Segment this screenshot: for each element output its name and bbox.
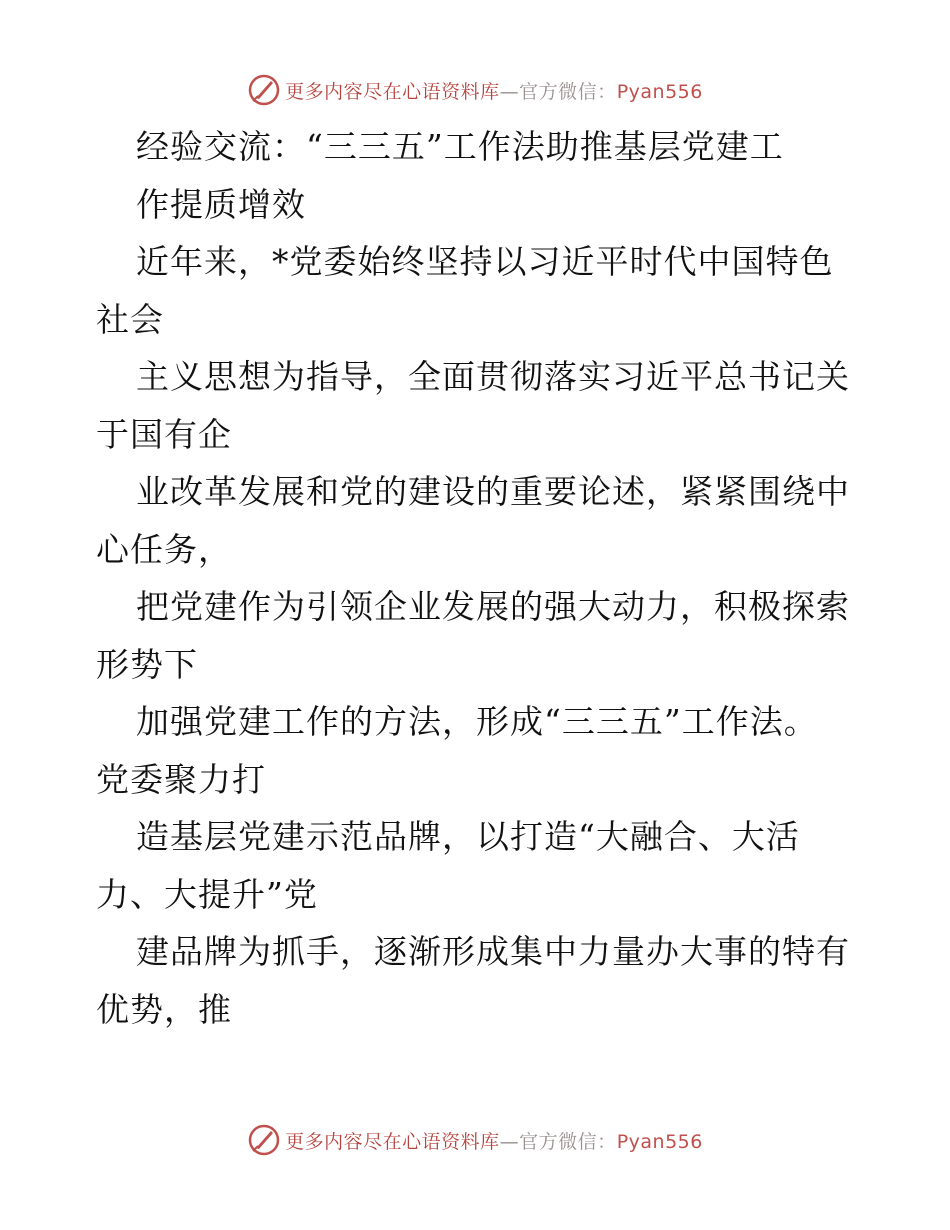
- paragraph-line: 心任务，: [96, 529, 232, 569]
- paragraph-line: 于国有企: [96, 414, 232, 454]
- paragraph-line: 社会: [96, 299, 164, 339]
- paragraph-line: 近年来，*党委始终坚持以习近平时代中国特色: [136, 242, 834, 281]
- paragraph-line: 把党建作为引领企业发展的强大动力，积极探索: [136, 587, 850, 626]
- paragraph-line: 造基层党建示范品牌，以打造“大融合、大活: [136, 817, 800, 856]
- paragraph-line: 建品牌为抓手，逐渐形成集中力量办大事的特有: [136, 932, 850, 971]
- document-body: [96, 118, 896, 1038]
- watermark-text: 更多内容尽在心语资料库—官方微信：Pyan556: [285, 80, 703, 103]
- paragraph-line: 党委聚力打: [96, 759, 266, 799]
- paragraph-line: 主义思想为指导，全面贯彻落实习近平总书记关: [136, 357, 850, 396]
- paragraph-line: 加强党建工作的方法，形成“三三五”工作法。: [136, 702, 818, 741]
- paragraph-line: 形势下: [96, 644, 198, 684]
- watermark-text: 更多内容尽在心语资料库—官方微信：Pyan556: [285, 1130, 703, 1153]
- quill-logo-icon: [247, 73, 281, 107]
- header-watermark: [0, 70, 950, 110]
- paragraph-line: 优势，推: [96, 989, 232, 1029]
- quill-logo-icon: [247, 1123, 281, 1157]
- document-title-line: 作提质增效: [136, 184, 306, 224]
- paragraph-line: 力、大提升”党: [96, 874, 318, 914]
- paragraph-line: 业改革发展和党的建设的重要论述，紧紧围绕中: [136, 472, 850, 511]
- footer-watermark: [0, 1120, 950, 1160]
- document-title-line: 经验交流：“三三五”工作法助推基层党建工: [136, 127, 784, 166]
